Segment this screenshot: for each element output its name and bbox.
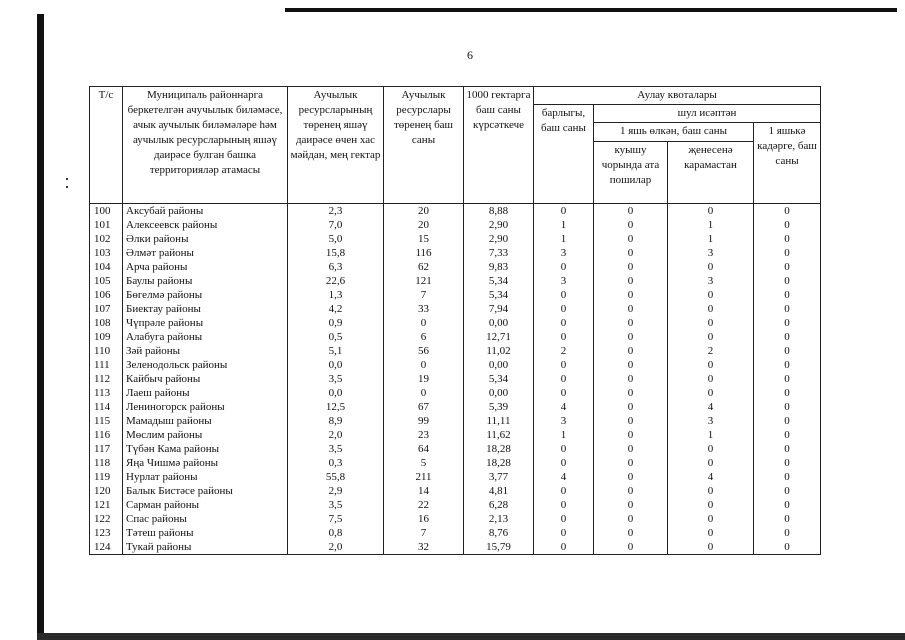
cell-young: 0: [754, 526, 821, 540]
cell-males: 0: [594, 386, 668, 400]
cell-count: 64: [384, 442, 464, 456]
cell-quota-total: 0: [534, 316, 594, 330]
cell-num: 106: [90, 288, 123, 302]
cell-num: 109: [90, 330, 123, 344]
cell-density: 11,11: [464, 414, 534, 428]
cell-males: 0: [594, 316, 668, 330]
cell-young: 0: [754, 260, 821, 274]
cell-area: 6,3: [288, 260, 384, 274]
cell-name: Биектау районы: [123, 302, 288, 316]
table-row: [90, 232, 821, 246]
cell-density: 3,77: [464, 470, 534, 484]
cell-count: 116: [384, 246, 464, 260]
cell-count: 32: [384, 540, 464, 555]
cell-count: 22: [384, 498, 464, 512]
header-quota-total: барлыгы, баш саны: [534, 105, 594, 204]
cell-young: 0: [754, 246, 821, 260]
cell-females: 0: [668, 442, 754, 456]
cell-area: 0,8: [288, 526, 384, 540]
cell-quota-total: 3: [534, 274, 594, 288]
cell-quota-total: 0: [534, 442, 594, 456]
cell-males: 0: [594, 344, 668, 358]
cell-num: 119: [90, 470, 123, 484]
cell-num: 124: [90, 540, 123, 555]
cell-name: Тукай районы: [123, 540, 288, 555]
cell-name: Лаеш районы: [123, 386, 288, 400]
cell-name: Алексеевск районы: [123, 218, 288, 232]
cell-young: 0: [754, 442, 821, 456]
header-under: 1 яшькә кадәрге, баш саны: [754, 123, 821, 204]
cell-females: 0: [668, 512, 754, 526]
cell-density: 2,90: [464, 218, 534, 232]
quota-table-container: [89, 86, 820, 555]
cell-num: 120: [90, 484, 123, 498]
cell-young: 0: [754, 218, 821, 232]
table-row: [90, 246, 821, 260]
table-row: [90, 204, 821, 219]
cell-young: 0: [754, 414, 821, 428]
cell-females: 1: [668, 232, 754, 246]
page-number: 6: [467, 48, 473, 62]
table-row: [90, 260, 821, 274]
cell-name: Әлки районы: [123, 232, 288, 246]
cell-num: 103: [90, 246, 123, 260]
cell-quota-total: 3: [534, 414, 594, 428]
cell-area: 0,5: [288, 330, 384, 344]
cell-name: Әлмәт районы: [123, 246, 288, 260]
cell-area: 3,5: [288, 498, 384, 512]
cell-males: 0: [594, 428, 668, 442]
cell-count: 0: [384, 358, 464, 372]
cell-area: 5,1: [288, 344, 384, 358]
cell-num: 115: [90, 414, 123, 428]
cell-quota-total: 4: [534, 470, 594, 484]
cell-density: 0,00: [464, 358, 534, 372]
cell-area: 4,2: [288, 302, 384, 316]
cell-males: 0: [594, 526, 668, 540]
cell-females: 0: [668, 302, 754, 316]
cell-males: 0: [594, 358, 668, 372]
header-older: 1 яшь өлкән, баш саны: [594, 123, 754, 142]
cell-males: 0: [594, 456, 668, 470]
table-row: [90, 302, 821, 316]
cell-females: 2: [668, 344, 754, 358]
cell-density: 4,81: [464, 484, 534, 498]
cell-quota-total: 0: [534, 526, 594, 540]
cell-density: 18,28: [464, 442, 534, 456]
cell-name: Баулы районы: [123, 274, 288, 288]
cell-area: 2,0: [288, 428, 384, 442]
cell-females: 4: [668, 400, 754, 414]
cell-young: 0: [754, 358, 821, 372]
cell-females: 0: [668, 372, 754, 386]
cell-females: 0: [668, 484, 754, 498]
cell-area: 55,8: [288, 470, 384, 484]
table-row: [90, 288, 821, 302]
cell-count: 67: [384, 400, 464, 414]
cell-quota-total: 1: [534, 218, 594, 232]
cell-num: 108: [90, 316, 123, 330]
cell-area: 2,9: [288, 484, 384, 498]
scan-border-bottom: [37, 633, 905, 640]
cell-density: 8,88: [464, 204, 534, 219]
header-num: Т/с: [90, 87, 123, 204]
scan-border-top: [285, 8, 897, 12]
cell-quota-total: 0: [534, 358, 594, 372]
cell-young: 0: [754, 316, 821, 330]
cell-count: 7: [384, 526, 464, 540]
cell-quota-total: 0: [534, 372, 594, 386]
cell-count: 33: [384, 302, 464, 316]
cell-males: 0: [594, 302, 668, 316]
cell-area: 7,5: [288, 512, 384, 526]
table-row: [90, 316, 821, 330]
table-row: [90, 428, 821, 442]
cell-females: 0: [668, 540, 754, 555]
cell-females: 0: [668, 526, 754, 540]
cell-count: 6: [384, 330, 464, 344]
cell-males: 0: [594, 498, 668, 512]
cell-males: 0: [594, 470, 668, 484]
cell-females: 3: [668, 414, 754, 428]
table-row: [90, 498, 821, 512]
cell-density: 12,71: [464, 330, 534, 344]
cell-area: 5,0: [288, 232, 384, 246]
cell-quota-total: 0: [534, 540, 594, 555]
cell-density: 15,79: [464, 540, 534, 555]
cell-area: 7,0: [288, 218, 384, 232]
table-body: [90, 204, 821, 555]
cell-name: Тәтеш районы: [123, 526, 288, 540]
cell-name: Нурлат районы: [123, 470, 288, 484]
scan-border-left: [37, 14, 44, 640]
cell-density: 2,90: [464, 232, 534, 246]
cell-area: 15,8: [288, 246, 384, 260]
cell-count: 23: [384, 428, 464, 442]
cell-quota-total: 0: [534, 260, 594, 274]
cell-quota-total: 0: [534, 302, 594, 316]
cell-count: 56: [384, 344, 464, 358]
cell-name: Аксубай районы: [123, 204, 288, 219]
cell-males: 0: [594, 512, 668, 526]
header-quota-group: Аулау квоталары: [534, 87, 821, 105]
cell-name: Алабуга районы: [123, 330, 288, 344]
cell-name: Яңа Чишмә районы: [123, 456, 288, 470]
cell-young: 0: [754, 344, 821, 358]
cell-count: 99: [384, 414, 464, 428]
cell-density: 6,28: [464, 498, 534, 512]
cell-quota-total: 0: [534, 498, 594, 512]
cell-count: 211: [384, 470, 464, 484]
cell-density: 11,02: [464, 344, 534, 358]
cell-males: 0: [594, 274, 668, 288]
scan-speck: [66, 178, 68, 180]
cell-area: 0,0: [288, 358, 384, 372]
cell-quota-total: 2: [534, 344, 594, 358]
cell-num: 118: [90, 456, 123, 470]
cell-name: Чүпрәле районы: [123, 316, 288, 330]
cell-count: 121: [384, 274, 464, 288]
cell-num: 101: [90, 218, 123, 232]
cell-area: 22,6: [288, 274, 384, 288]
cell-females: 0: [668, 456, 754, 470]
header-including: шул исәптән: [594, 105, 821, 123]
cell-num: 116: [90, 428, 123, 442]
cell-density: 5,34: [464, 288, 534, 302]
cell-count: 15: [384, 232, 464, 246]
table-row: [90, 526, 821, 540]
cell-females: 0: [668, 288, 754, 302]
cell-young: 0: [754, 274, 821, 288]
cell-females: 3: [668, 274, 754, 288]
cell-count: 19: [384, 372, 464, 386]
cell-density: 5,34: [464, 274, 534, 288]
table-row: [90, 470, 821, 484]
cell-num: 114: [90, 400, 123, 414]
scan-speck: [66, 186, 68, 188]
cell-density: 8,76: [464, 526, 534, 540]
cell-num: 111: [90, 358, 123, 372]
cell-females: 3: [668, 246, 754, 260]
header-males: куышу чорында ата пошилар: [594, 142, 668, 204]
cell-quota-total: 0: [534, 484, 594, 498]
cell-num: 123: [90, 526, 123, 540]
cell-area: 3,5: [288, 372, 384, 386]
cell-name: Балык Бистәсе районы: [123, 484, 288, 498]
cell-area: 0,3: [288, 456, 384, 470]
cell-females: 0: [668, 498, 754, 512]
cell-name: Мөслим районы: [123, 428, 288, 442]
cell-young: 0: [754, 428, 821, 442]
cell-density: 7,33: [464, 246, 534, 260]
cell-area: 2,0: [288, 540, 384, 555]
table-row: [90, 512, 821, 526]
cell-density: 2,13: [464, 512, 534, 526]
cell-name: Арча районы: [123, 260, 288, 274]
cell-females: 0: [668, 260, 754, 274]
cell-young: 0: [754, 512, 821, 526]
cell-young: 0: [754, 498, 821, 512]
cell-count: 0: [384, 386, 464, 400]
cell-males: 0: [594, 372, 668, 386]
cell-females: 0: [668, 316, 754, 330]
cell-quota-total: 0: [534, 204, 594, 219]
cell-quota-total: 1: [534, 232, 594, 246]
header-density: 1000 гектарга баш саны күрсәткече: [464, 87, 534, 204]
cell-males: 0: [594, 232, 668, 246]
cell-num: 112: [90, 372, 123, 386]
header-females: җенесенә карамастан: [668, 142, 754, 204]
cell-quota-total: 0: [534, 512, 594, 526]
cell-males: 0: [594, 204, 668, 219]
header-count: Аучылык ресурслары төренең баш саны: [384, 87, 464, 204]
cell-females: 1: [668, 218, 754, 232]
cell-num: 113: [90, 386, 123, 400]
cell-area: 1,3: [288, 288, 384, 302]
table-row: [90, 484, 821, 498]
cell-males: 0: [594, 330, 668, 344]
cell-name: Кайбыч районы: [123, 372, 288, 386]
cell-name: Зеленодольск районы: [123, 358, 288, 372]
cell-area: 12,5: [288, 400, 384, 414]
cell-females: 0: [668, 330, 754, 344]
cell-density: 5,34: [464, 372, 534, 386]
cell-females: 1: [668, 428, 754, 442]
cell-young: 0: [754, 330, 821, 344]
table-row: [90, 540, 821, 555]
cell-quota-total: 3: [534, 246, 594, 260]
cell-young: 0: [754, 372, 821, 386]
cell-males: 0: [594, 260, 668, 274]
cell-num: 105: [90, 274, 123, 288]
cell-young: 0: [754, 470, 821, 484]
cell-density: 9,83: [464, 260, 534, 274]
cell-males: 0: [594, 540, 668, 555]
table-row: [90, 330, 821, 344]
table-row: [90, 442, 821, 456]
cell-young: 0: [754, 204, 821, 219]
cell-num: 122: [90, 512, 123, 526]
cell-quota-total: 1: [534, 428, 594, 442]
cell-num: 107: [90, 302, 123, 316]
cell-name: Лениногорск районы: [123, 400, 288, 414]
cell-density: 11,62: [464, 428, 534, 442]
cell-density: 5,39: [464, 400, 534, 414]
cell-count: 20: [384, 218, 464, 232]
cell-males: 0: [594, 288, 668, 302]
table-row: [90, 218, 821, 232]
cell-area: 3,5: [288, 442, 384, 456]
cell-count: 14: [384, 484, 464, 498]
cell-females: 0: [668, 204, 754, 219]
cell-num: 117: [90, 442, 123, 456]
cell-females: 4: [668, 470, 754, 484]
table-row: [90, 414, 821, 428]
cell-name: Сарман районы: [123, 498, 288, 512]
cell-quota-total: 0: [534, 288, 594, 302]
cell-quota-total: 0: [534, 386, 594, 400]
cell-density: 0,00: [464, 316, 534, 330]
cell-females: 0: [668, 386, 754, 400]
cell-name: Спас районы: [123, 512, 288, 526]
cell-young: 0: [754, 386, 821, 400]
cell-name: Түбән Кама районы: [123, 442, 288, 456]
cell-quota-total: 4: [534, 400, 594, 414]
cell-males: 0: [594, 442, 668, 456]
table-row: [90, 344, 821, 358]
cell-young: 0: [754, 288, 821, 302]
cell-young: 0: [754, 302, 821, 316]
cell-density: 0,00: [464, 386, 534, 400]
cell-males: 0: [594, 484, 668, 498]
cell-density: 18,28: [464, 456, 534, 470]
cell-area: 0,0: [288, 386, 384, 400]
table-row: [90, 400, 821, 414]
cell-young: 0: [754, 400, 821, 414]
cell-density: 7,94: [464, 302, 534, 316]
cell-females: 0: [668, 358, 754, 372]
cell-young: 0: [754, 456, 821, 470]
cell-name: Бөгелмә районы: [123, 288, 288, 302]
cell-males: 0: [594, 400, 668, 414]
cell-area: 0,9: [288, 316, 384, 330]
cell-quota-total: 0: [534, 456, 594, 470]
cell-num: 110: [90, 344, 123, 358]
table-row: [90, 274, 821, 288]
header-area: Аучылык ресурсларының төренең яшәү даирәсе өчен хас мәйдан, мең гектар: [288, 87, 384, 204]
cell-area: 2,3: [288, 204, 384, 219]
cell-young: 0: [754, 232, 821, 246]
cell-area: 8,9: [288, 414, 384, 428]
table-row: [90, 386, 821, 400]
table-header: [90, 87, 821, 204]
cell-count: 16: [384, 512, 464, 526]
table-row: [90, 358, 821, 372]
cell-count: 20: [384, 204, 464, 219]
cell-num: 121: [90, 498, 123, 512]
cell-young: 0: [754, 484, 821, 498]
cell-count: 62: [384, 260, 464, 274]
cell-count: 0: [384, 316, 464, 330]
table-row: [90, 372, 821, 386]
cell-name: Зәй районы: [123, 344, 288, 358]
cell-name: Мамадыш районы: [123, 414, 288, 428]
cell-young: 0: [754, 540, 821, 555]
cell-num: 104: [90, 260, 123, 274]
cell-count: 7: [384, 288, 464, 302]
cell-males: 0: [594, 414, 668, 428]
cell-count: 5: [384, 456, 464, 470]
table-row: [90, 456, 821, 470]
cell-males: 0: [594, 246, 668, 260]
cell-quota-total: 0: [534, 330, 594, 344]
cell-num: 100: [90, 204, 123, 219]
quota-table: [89, 86, 821, 555]
cell-num: 102: [90, 232, 123, 246]
cell-males: 0: [594, 218, 668, 232]
header-name: Муниципаль районнарга беркетелгән ачучылык биләмәсе, ачык аучылык биләмәләре һәм аучылык ресурсларының яшәү даирәсе булган башка территорияләр атамасы: [123, 87, 288, 204]
